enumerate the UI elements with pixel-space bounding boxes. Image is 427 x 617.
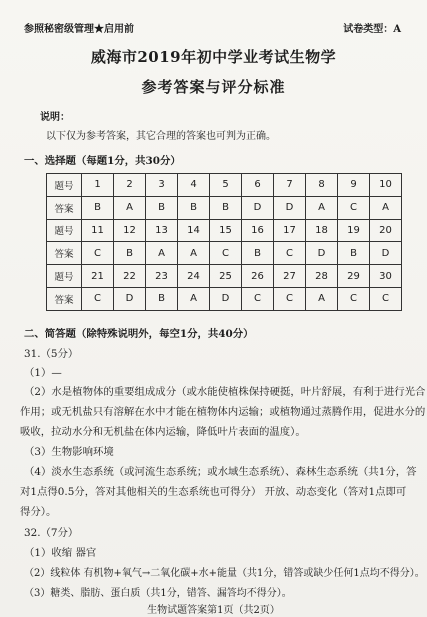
answer-cell: D [114, 287, 146, 310]
question-number-cell: 5 [210, 174, 242, 197]
q32-part1: （1）收缩 器官 [24, 547, 97, 559]
question-number-cell: 12 [114, 219, 146, 242]
row-label-number: 题号 [47, 219, 82, 242]
answer-cell: A [370, 196, 402, 219]
q31-part2-line1: （2）水是植物体的重要组成成分（或水能使植株保持硬挺，叶片舒展，有利于进行光合 [24, 386, 426, 398]
answer-cell: B [114, 242, 146, 265]
question-number-cell: 30 [370, 265, 402, 288]
paper-type-label: 试卷类型：A [343, 24, 401, 35]
answer-cell: D [274, 196, 306, 219]
answer-row [47, 242, 402, 265]
answer-cell: B [82, 196, 114, 219]
question-number-cell: 10 [370, 174, 402, 197]
answer-cell: B [146, 196, 178, 219]
note-text: 以下仅为参考答案，其它合理的答案也可判为正确。 [46, 131, 276, 142]
answer-table [46, 173, 402, 311]
answer-cell: A [306, 196, 338, 219]
answer-cell: B [242, 242, 274, 265]
answer-cell: C [82, 287, 114, 310]
q31-head: 31.（5分） [24, 348, 79, 360]
answer-cell: D [210, 287, 242, 310]
answer-cell: B [210, 196, 242, 219]
answer-cell: A [306, 287, 338, 310]
answer-cell: A [178, 242, 210, 265]
question-number-cell: 27 [274, 265, 306, 288]
question-number-cell: 14 [178, 219, 210, 242]
answer-cell: B [146, 287, 178, 310]
answer-cell: B [178, 196, 210, 219]
answer-row [47, 287, 402, 310]
question-number-cell: 20 [370, 219, 402, 242]
page-footer: 生物试题答案第1页（共2页） [147, 605, 280, 616]
question-number-row [47, 265, 402, 288]
row-label-number: 题号 [47, 265, 82, 288]
question-number-cell: 11 [82, 219, 114, 242]
question-number-cell: 21 [82, 265, 114, 288]
answer-cell: B [338, 242, 370, 265]
answer-row [47, 196, 402, 219]
question-number-cell: 28 [306, 265, 338, 288]
q31-part2-line3: 吸收，拉动水分和无机盐在体内运输，降低叶片表面的温度）。 [20, 426, 306, 438]
answer-cell: C [274, 242, 306, 265]
answer-cell: A [114, 196, 146, 219]
question-number-row [47, 219, 402, 242]
answer-cell: C [338, 196, 370, 219]
question-number-cell: 23 [146, 265, 178, 288]
question-number-cell: 22 [114, 265, 146, 288]
note-label: 说明： [40, 112, 70, 123]
security-label: 参照秘密级管理★启用前 [24, 24, 134, 35]
question-number-cell: 25 [210, 265, 242, 288]
question-number-cell: 19 [338, 219, 370, 242]
question-number-cell: 6 [242, 174, 274, 197]
answer-cell: C [370, 287, 402, 310]
question-number-cell: 9 [338, 174, 370, 197]
question-number-cell: 8 [306, 174, 338, 197]
answer-cell: A [178, 287, 210, 310]
question-number-cell: 26 [242, 265, 274, 288]
question-number-cell: 18 [306, 219, 338, 242]
q31-part4-line1: （4）淡水生态系统（或河流生态系统；或水域生态系统）、森林生态系统（共1分，答 [24, 466, 417, 478]
row-label-answer: 答案 [47, 242, 82, 265]
answer-cell: C [338, 287, 370, 310]
answer-cell: C [242, 287, 274, 310]
answer-cell: A [146, 242, 178, 265]
q32-head: 32.（7分） [24, 527, 79, 539]
answer-cell: C [82, 242, 114, 265]
document-title: 威海市2019年初中学业考试生物学 [90, 48, 337, 66]
row-label-answer: 答案 [47, 287, 82, 310]
question-number-cell: 16 [242, 219, 274, 242]
answer-cell: D [242, 196, 274, 219]
answer-cell: D [370, 242, 402, 265]
question-number-cell: 7 [274, 174, 306, 197]
question-number-cell: 3 [146, 174, 178, 197]
question-number-cell: 13 [146, 219, 178, 242]
question-number-cell: 29 [338, 265, 370, 288]
question-number-cell: 24 [178, 265, 210, 288]
row-label-answer: 答案 [47, 196, 82, 219]
answer-cell: C [274, 287, 306, 310]
q32-part3: （3）糖类、脂肪、蛋白质（共1分，错答、漏答均不得分）。 [24, 588, 292, 599]
q31-part2-line2: 作用；或无机盐只有溶解在水中才能在植物体内运输；或植物通过蒸腾作用，促进水分的 [20, 406, 426, 418]
question-number-cell: 15 [210, 219, 242, 242]
document-subtitle: 参考答案与评分标准 [141, 78, 286, 96]
q32-part2: （2）线粒体 有机物+氧气→二氧化碳+水+能量（共1分，错答或缺少任何1点均不得分）。 [24, 568, 425, 579]
row-label-number: 题号 [47, 174, 82, 197]
question-number-cell: 2 [114, 174, 146, 197]
q31-part4-line3: 得分）。 [20, 506, 57, 518]
q31-part1: （1）— [24, 367, 62, 379]
question-number-cell: 1 [82, 174, 114, 197]
question-number-row [47, 174, 402, 197]
section2-title: 二、简答题（除特殊说明外，每空1分，共40分） [24, 328, 254, 340]
answer-cell: D [306, 242, 338, 265]
question-number-cell: 4 [178, 174, 210, 197]
q31-part3: （3）生物影响环境 [24, 446, 114, 458]
question-number-cell: 17 [274, 219, 306, 242]
section1-title: 一、选择题（每题1分，共30分） [24, 155, 181, 167]
q31-part4-line2: 对1点得0.5分，答对其他相关的生态系统也可得分） 开放、动态变化（答对1点即可 [20, 486, 407, 498]
answer-cell: C [210, 242, 242, 265]
